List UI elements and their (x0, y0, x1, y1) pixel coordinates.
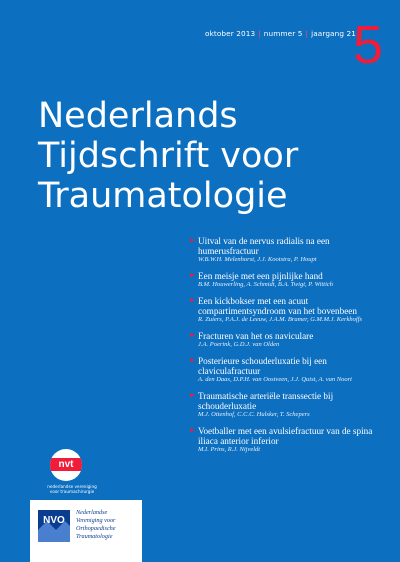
article-title: Fracturen van het os naviculare (198, 331, 314, 341)
article-list (190, 236, 390, 461)
article-authors: W.B.W.H. Melenhorst, J.J. Kootstra, P. Houpt (198, 256, 317, 263)
article-item[interactable] (190, 391, 390, 419)
issue-date: oktober 2013 (205, 29, 256, 38)
title-line: Traumatologie (38, 176, 288, 216)
article-title: Posterieure schouderluxatie bij een claviculafractuur (198, 356, 327, 376)
article-item[interactable] (190, 356, 390, 384)
issue-info (205, 29, 356, 38)
nvo-name-line: Vereniging voor (76, 517, 116, 524)
arrow-bullet-icon: ► (190, 356, 196, 364)
article-item[interactable] (190, 236, 390, 264)
nvo-logo-text: NVO (43, 515, 65, 526)
article-item[interactable] (190, 331, 390, 349)
arrow-bullet-icon: ► (190, 271, 196, 279)
article-title: Een kickbokser met een acuut compartimentsyndroom van het bovenbeen (198, 296, 357, 316)
issue-number-label: nummer 5 (263, 29, 303, 38)
article-title: Voetballer met een avulsiefractuur van de spina iliaca anterior inferior (198, 426, 373, 446)
article-item[interactable] (190, 271, 390, 289)
nvo-name-line: Nederlandse (76, 509, 108, 516)
arrow-bullet-icon: ► (190, 426, 196, 434)
article-authors: M.J. Ottenhof, C.C.C. Hulsker, T. Schepers (198, 411, 310, 418)
article-authors: J.A. Poerink, G.D.J. van Olden (198, 341, 280, 348)
nvo-logo-icon (38, 510, 70, 542)
separator-bar: | (305, 29, 309, 38)
title-line: Nederlands (38, 96, 238, 136)
issue-volume: jaargang 21 (311, 29, 356, 38)
article-title: Een meisje met een pijnlijke hand (198, 271, 323, 281)
nvt-caption-line: voor traumachirurgie (49, 489, 95, 494)
nvo-logo-panel (30, 500, 142, 562)
nvt-logo-text: nvt (50, 458, 82, 471)
nvt-logo-icon (50, 449, 82, 481)
nvt-caption (32, 484, 112, 494)
arrow-bullet-icon: ► (190, 236, 196, 244)
nvt-caption-line: nederlandse vereniging (47, 484, 97, 489)
article-authors: A. den Daas, D.P.H. van Oostveen, J.J. Quist, A. van Noort (198, 376, 352, 383)
article-title: Uitval van de nervus radialis na een humerusfractuur (198, 236, 330, 256)
title-line: Tijdschrift voor (38, 136, 299, 176)
article-title: Traumatische arteriële transsectie bij schouderluxatie (198, 391, 334, 411)
arrow-bullet-icon: ► (190, 331, 196, 339)
article-item[interactable] (190, 296, 390, 324)
nvo-name-line: Orthopaedische (76, 525, 116, 532)
arrow-bullet-icon: ► (190, 296, 196, 304)
arrow-bullet-icon: ► (190, 391, 196, 399)
journal-title (38, 96, 384, 216)
separator-bar: | (258, 29, 261, 38)
article-item[interactable] (190, 426, 390, 454)
article-authors: R. Zuiers, P.A.J. de Leeuw, J.A.M. Bramer, G.M.M.J. Kerkhoffs (198, 316, 363, 323)
issue-number: 5 (352, 15, 383, 75)
article-authors: M.I. Prins, R.J. Nijveldt (198, 446, 261, 453)
nvo-name (76, 509, 116, 541)
article-authors: B.M. Houwerling, A. Schmidt, B.A. Twigt, P. Wittich (198, 281, 334, 288)
nvo-name-line: Traumatologie (76, 533, 113, 540)
